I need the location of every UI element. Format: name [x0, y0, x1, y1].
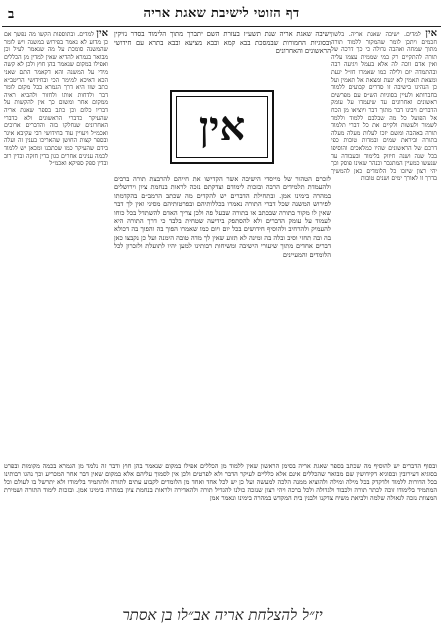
- running-title: דף הזוטי לישיבת שאגת אריה: [143, 6, 300, 21]
- center-intro-text: [114, 30, 331, 82]
- center-intro-paragraph: ישיבה שאגת אריה שנת תשע״ז בעזרת השם יתברך מתוך הלימוד בסדר נזיקין ובסוגיות החמורות שבמסכת בבא קמא ובבא מציעא ובבא בתרא עם חידושי הראשונים והאחרונים: [114, 30, 331, 56]
- bottom-wide-text-block: [4, 462, 437, 592]
- header-divider: [2, 26, 441, 27]
- right-column-text: למדים. ישיבה שאגת אריה. בלשון חכמים ויתכן לומר שהמקור ללמוד תורה מתוך שמחה ואהבה גדולה כי כך דרכה של תורה להתקיים רק במי שממית עצמו עליה ואין אדם זוכה לה אלא בעמל ויגיעה רבה ובהתמדה יום ולילה כמו שאמרו חז״ל יגעת ומצאת תאמין לא יגעת ומצאת אל תאמין ועל כן הנהיגו בישיבה זו סדרים קבועים ללמוד בחברותא ולעיין בסוגיות הש״ס עם מפרשים ראשונים ואחרונים עד שיעמדו על עומק הדברים ויבינו דבר מתוך דבר ויוציאו מן הכח אל הפועל כל מה שבלבם ללמוד וללמד לשמור ולעשות ולקיים את כל דברי תלמוד תורה באהבה ומשם יזכו לעלות מעלה מעלה בתורה וביראת שמים ובמדות טובות כפי דרכם של הראשונים שהיו כמלאכים והוסיפו בכל שנה ושנה חיזוק בלימוד ובעבודה עד שנעשו כמעיין המתגבר וכנהר שאינו פוסק וכך יהי רצון שיזכו כל הלומדים כאן להמשיך בדרך זו לאורך ימים ושנים טובות: [331, 31, 437, 183]
- center-main-text: [114, 175, 331, 458]
- right-column-lead-word: אין: [425, 30, 437, 39]
- left-column-lead-word: אין: [96, 30, 108, 39]
- decorated-initial-word-box: [170, 90, 274, 164]
- right-commentary-column: [331, 30, 437, 458]
- initial-word: אין: [176, 96, 268, 158]
- bottom-paragraph: ובסוף הדברים יש להוסיף מה שכתב בספר שאגת אריה בסימן הראשון שאין ללמוד מן הכללים אפילו במקום שנאמר בהן חוץ ודבר זה נלמד מן הגמרא בכמה מקומות ובפרט בסוגיא דעירובין ובסוגיא דקידושין שם מבואר שהכללים אינם אלא כלליים לעיקר הדבר ולא לפרטים ולכן אין לסמוך עליהם אלא במקום שאין דבר אחר המכריע וכך נהגו רבותינו בכל הדורות ללמוד ולדקדק בכל מילה ומילה ולהוציא ממנה הלכה למעשה ועל כן יש לכל אחד ואחד מן הלומדים לקבוע עתים לתורה ולהתמיד בלימודו ולא יתרשל בו לעולם וכל המתמיד בלימודו זוכה לכתר תורה ולכבוד ולגדולה ולכל ברכה ויהי רצון שנזכה כולנו להגדיל תורה ולהאדירה ולראות בנחמת ציון במהרה בימינו אמן. ובזכות לימוד התורה ושמירת המצוות נזכה לגאולה שלמה ולביאת משיח צדקנו ולבנין בית המקדש במהרה בימינו ונאמר אמן: [4, 462, 437, 503]
- left-commentary-column: [4, 30, 108, 458]
- handwritten-dedication: יז״ל להצלחת אריה אב״לו בן אסתר: [122, 606, 323, 624]
- page-number: ב: [8, 7, 15, 22]
- left-column-text: למדים. ובתוספות הקשו מה נפשך אם כן מדוע לא נאמר בפירוש במשנה ויש לומר שהמשנה סומכת על מה שנאמר לעיל וכן מבואר בגמרא להדיא שאין למדין מן הכללים ואפילו במקום שנאמר בהן חוץ ולכן לא קשה מידי על המשנה והא דקאמר התם שאני הכא דאיכא למימר הכי ובחידושי הריטב״א כתב שזו היא דרך הגמרא בכל מקום לומר דבר ולדחות אותו ולחזור ולהביא ראיה ממקום אחר ומשום כך אין להקשות על דבריו כלום וכן כתב בספר שאגת אריה שהעיקר כדברי הראשונים ולא כדברי האחרונים שנחלקו בזה והדברים ארוכים ואכמ״ל ויעויין עוד בחידושי רבי עקיבא איגר ובספר קצות החושן שהאריכו בענין זה ועלה בידם שהעיקר כמו שכתבנו ומכאן יש ללמוד לכמה ענינים אחרים כגון בדין חזקה ובדין רוב ובדין ספק ספיקא ואכמ״ל: [4, 31, 108, 168]
- center-main-paragraph: לזכרם הטהור של מייסדי הישיבה אשר הקדישו את חייהם להרבצת תורה ברבים ולהעמדת תלמידים הרבה ובזכות לימודם וצדקתם נזכה לראות בנחמת ציון וירושלים במהרה בימינו אמן. ובתחילת הדברים יש להקדים מה שכתב הרמב״ם בהקדמתו לפירוש המשנה שכל דברי התורה נאמרו בכללותיהם ובפרטותיהם מסיני ואין לך דבר שאין לו מקור בתורה שבכתב או בתורה שבעל פה ולכן צריך האדם להשתדל בכל כוחו לעמוד על עומק הדברים ולא להסתפק בידיעה שטחית בלבד כי דרך התורה היא להעמיק ולהרחיב ולהוסיף חידושים בכל יום ויום כמו שאמרו הפוך בה והפוך בה דכולא בה ובה תחזי וסיב ובלה בה ומינה לא תזוע שאין לך מדה טובה הימנה ועל כן נקבצו כאן דברים אחדים מתוך שיעורי הישיבה ומשיחות רבותינו למען יהיו לתועלת ולזכרון לכל הלומדים והמעיינים: [114, 175, 331, 259]
